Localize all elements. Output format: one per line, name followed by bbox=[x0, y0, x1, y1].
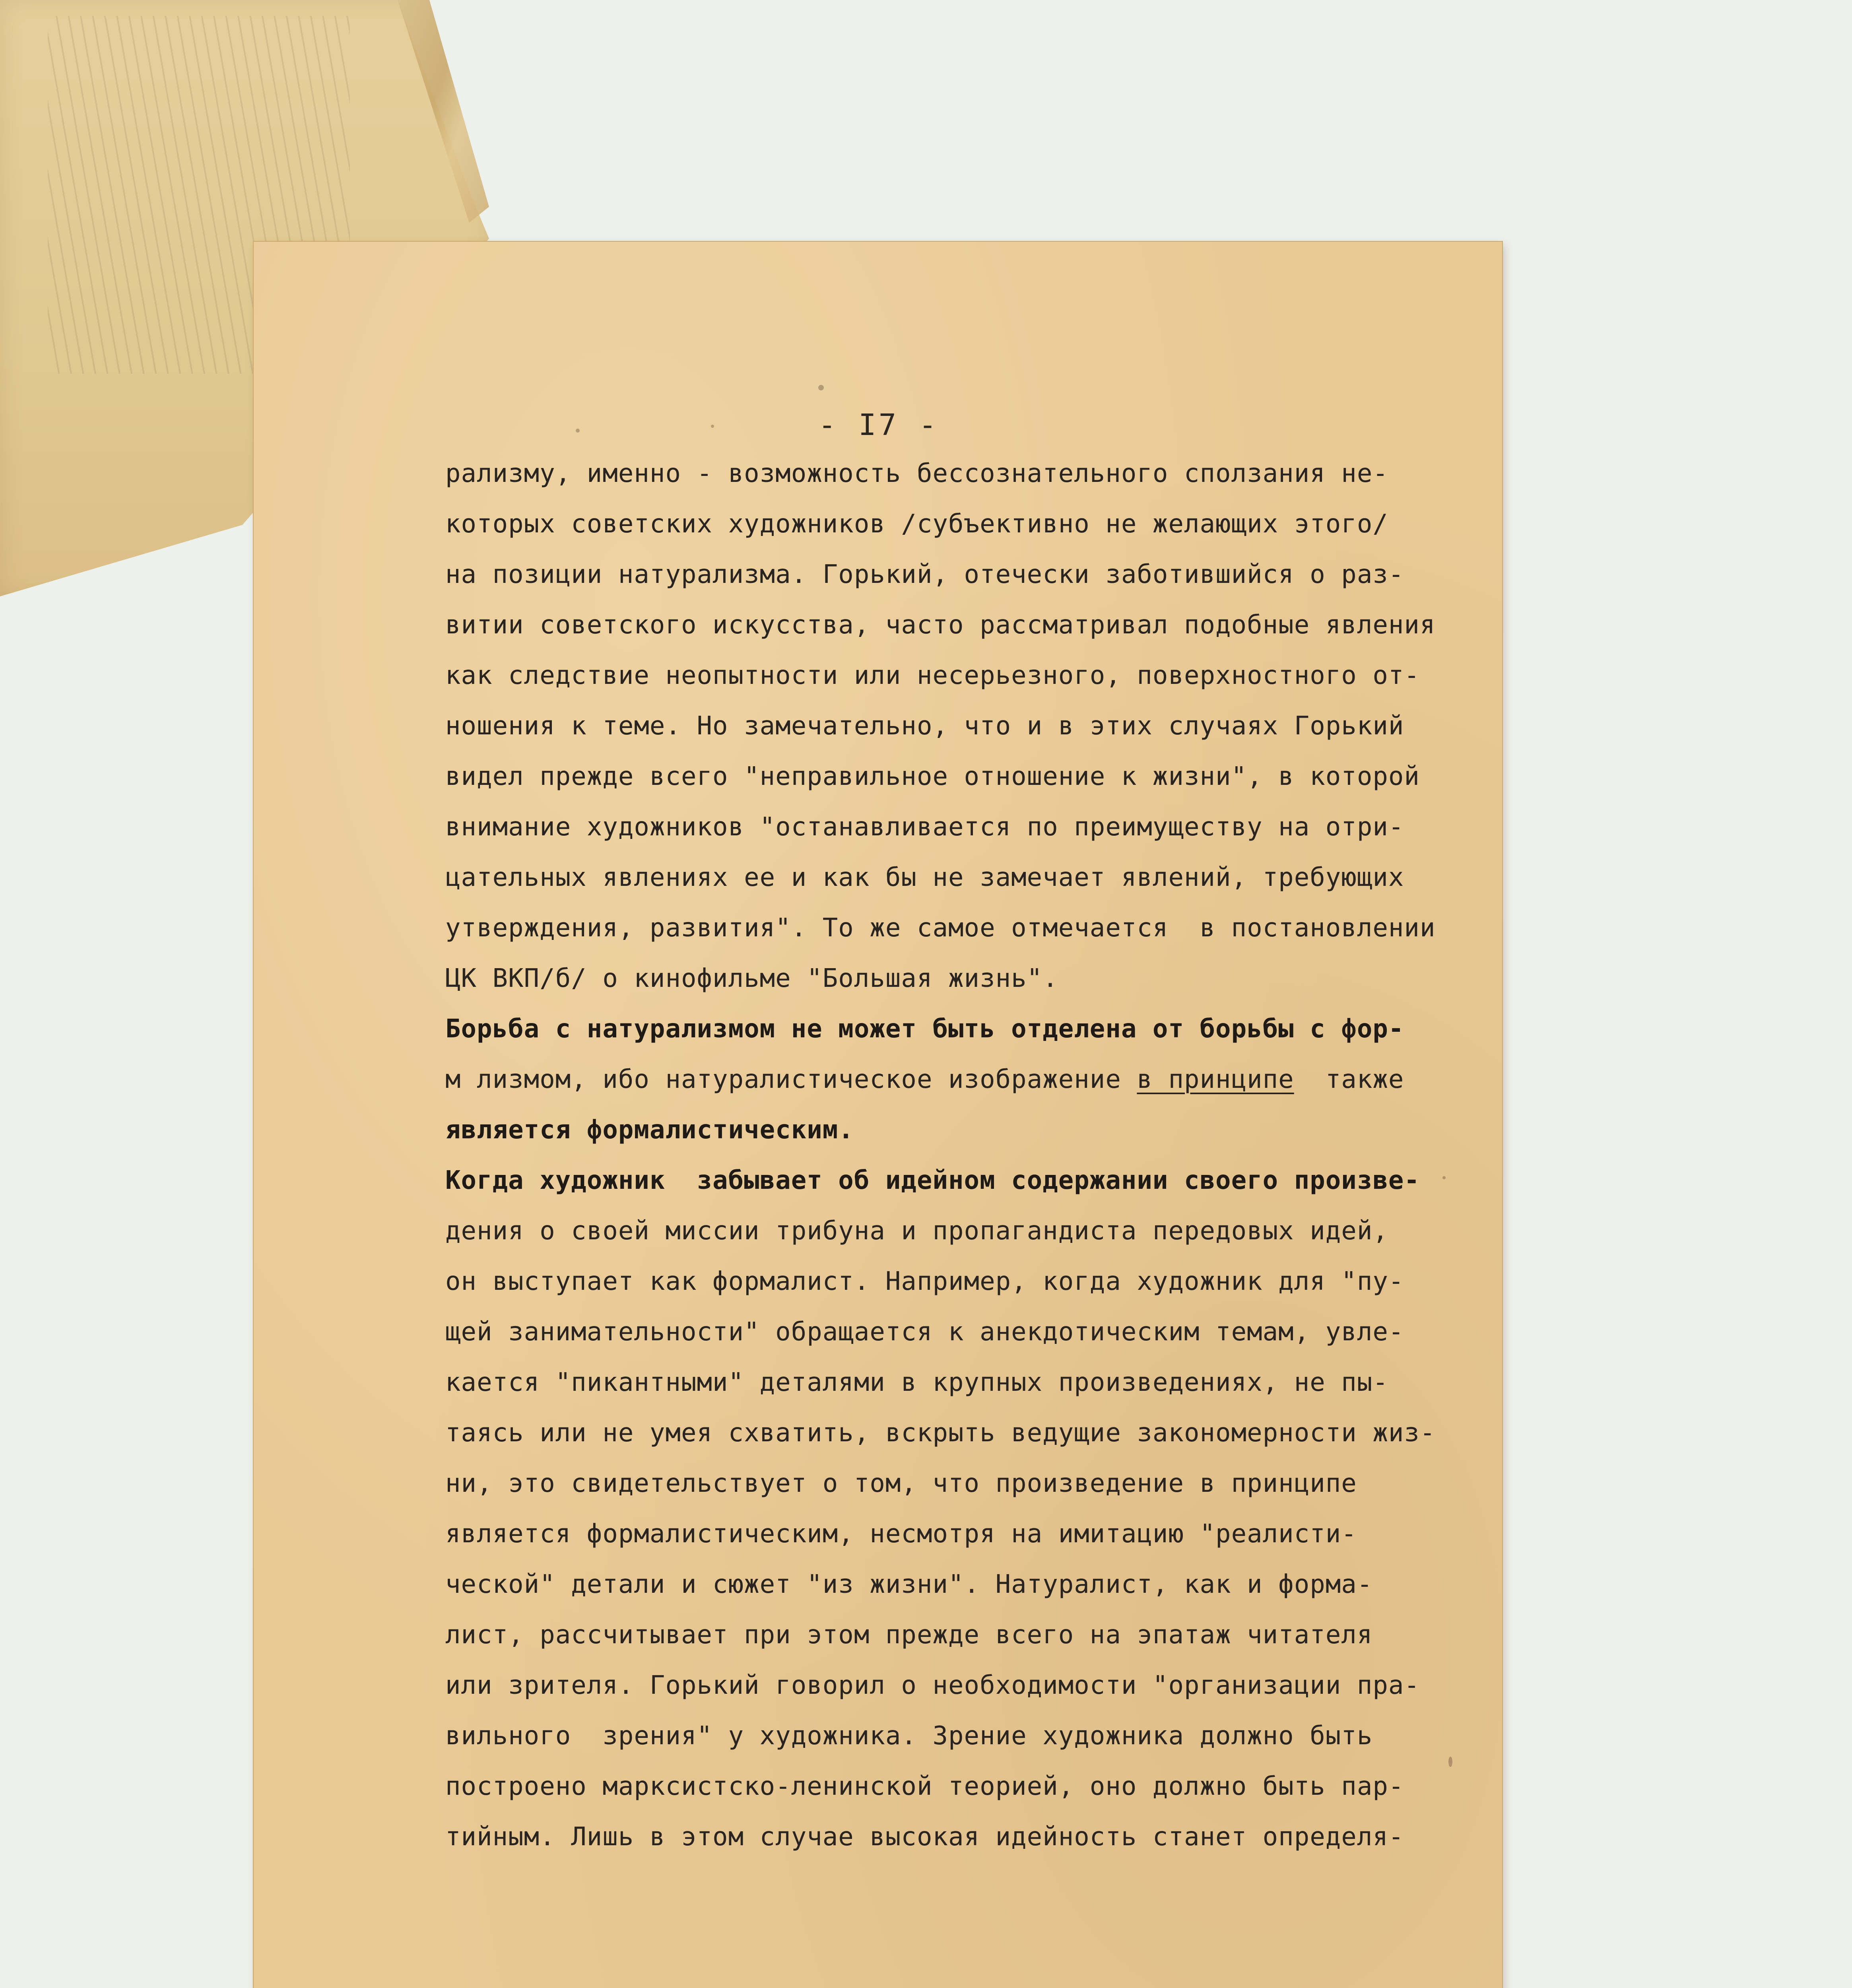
text-line: ческой" детали и сюжет "из жизни". Натуралист, как и форма- bbox=[445, 1570, 1373, 1599]
text-line: является формалистическим. bbox=[445, 1115, 854, 1145]
text-line: щей занимательности" обращается к анекдотическим темам, увле- bbox=[445, 1317, 1404, 1347]
ink-speck bbox=[1442, 1176, 1446, 1179]
text-line: или зрителя. Горький говорил о необходимости "организации пра- bbox=[445, 1671, 1420, 1700]
text-line: является формалистическим, несмотря на имитацию "реалисти- bbox=[445, 1519, 1357, 1549]
text-line: которых советских художников /субъективно не желающих этого/ bbox=[445, 509, 1388, 539]
text-line: лист, рассчитывает при этом прежде всего на эпатаж читателя bbox=[445, 1620, 1373, 1650]
text-line: как следствие неопытности или несерьезного, поверхностного от- bbox=[445, 661, 1420, 690]
typed-text-body bbox=[445, 448, 1463, 1862]
text-line: Когда художник забывает об идейном содержании своего произве- bbox=[445, 1166, 1420, 1195]
text-line: дения о своей миссии трибуна и пропагандиста передовых идей, bbox=[445, 1216, 1388, 1246]
text-line: внимание художников "останавливается по преимуществу на отри- bbox=[445, 812, 1404, 842]
underlined-phrase: в принципе bbox=[1137, 1065, 1294, 1094]
ink-speck bbox=[576, 429, 580, 433]
ink-speck bbox=[1448, 1757, 1452, 1767]
text-line-end: также bbox=[1294, 1065, 1404, 1094]
text-line: рализму, именно - возможность бессознательного сползания не- bbox=[445, 459, 1388, 488]
text-line: вильного зрения" у художника. Зрение художника должно быть bbox=[445, 1721, 1373, 1751]
typed-page bbox=[254, 242, 1502, 1988]
text-line: построено марксистско-ленинской теорией, оно должно быть пар- bbox=[445, 1772, 1404, 1801]
text-line: Борьба с натурализмом не может быть отделена от борьбы с фор- bbox=[445, 1014, 1404, 1044]
text-line: ЦК ВКП/б/ о кинофильме "Большая жизнь". bbox=[445, 964, 1058, 993]
text-line: он выступает как формалист. Например, когда художник для "пу- bbox=[445, 1267, 1404, 1296]
text-line: ношения к теме. Но замечательно, что и в этих случаях Горький bbox=[445, 711, 1404, 741]
text-line: на позиции натурализма. Горький, отечески заботившийся о раз- bbox=[445, 560, 1404, 589]
ink-speck bbox=[818, 385, 824, 390]
text-line: утверждения, развития". То же самое отмечается в постановлении bbox=[445, 913, 1436, 943]
text-line: тийным. Лишь в этом случае высокая идейность станет определя- bbox=[445, 1822, 1404, 1852]
text-line: таясь или не умея схватить, вскрыть ведущие закономерности жиз- bbox=[445, 1418, 1436, 1448]
text-line-with-underline bbox=[445, 1054, 1463, 1105]
text-line: витии советского искусства, часто рассматривал подобные явления bbox=[445, 610, 1436, 640]
text-line-start: м лизмом, ибо натуралистическое изображение bbox=[445, 1065, 1137, 1094]
text-line: цательных явлениях ее и как бы не замечает явлений, требующих bbox=[445, 863, 1404, 892]
text-line: ни, это свидетельствует о том, что произведение в принципе bbox=[445, 1469, 1357, 1498]
ink-speck bbox=[711, 425, 714, 428]
text-line: видел прежде всего "неправильное отношение к жизни", в которой bbox=[445, 762, 1420, 791]
text-line: кается "пикантными" деталями в крупных произведениях, не пы- bbox=[445, 1368, 1388, 1397]
page-number: - I7 - bbox=[818, 408, 939, 442]
